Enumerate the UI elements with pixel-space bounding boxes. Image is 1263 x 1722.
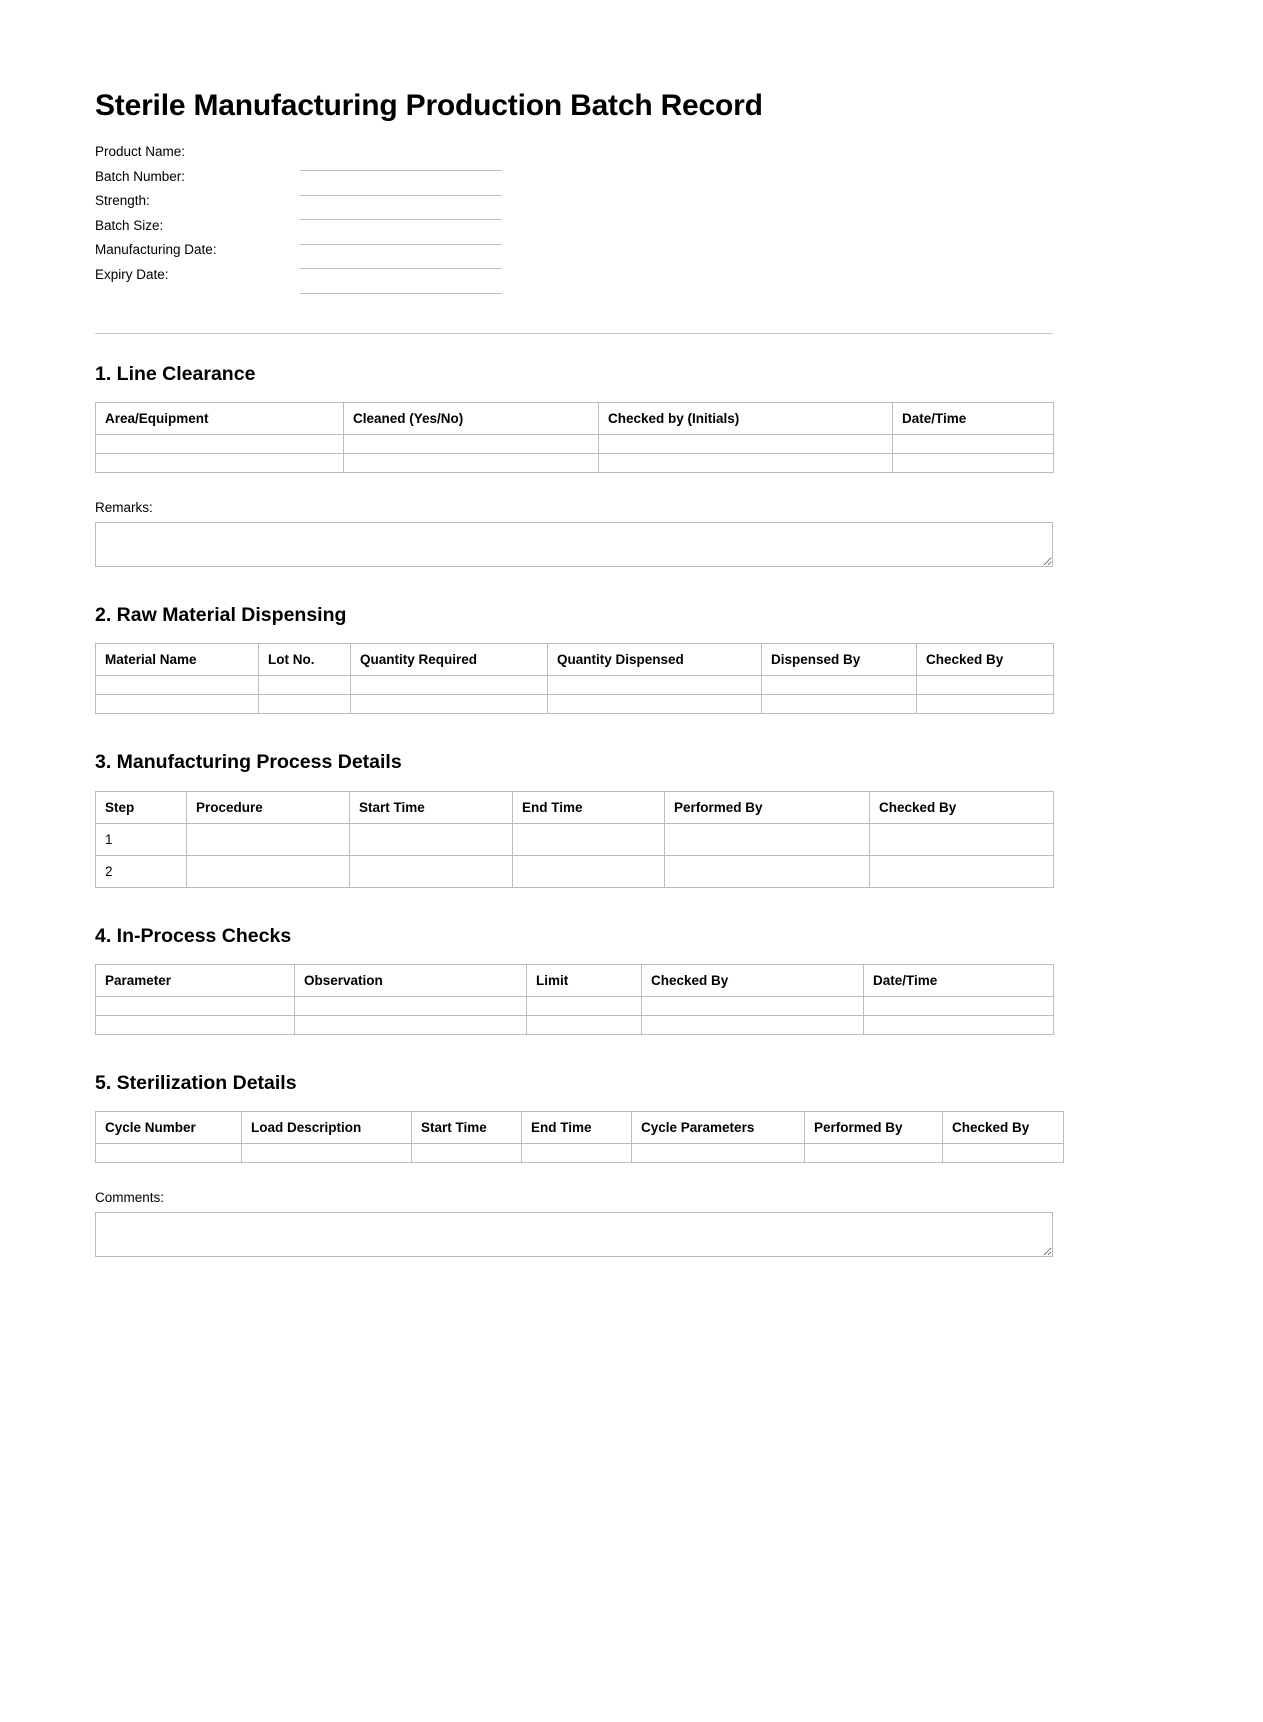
product-name-input[interactable] <box>300 151 502 171</box>
column-header: Checked By <box>642 965 864 997</box>
line-clearance-table <box>95 402 1054 473</box>
table-cell[interactable] <box>527 997 642 1016</box>
table-cell[interactable] <box>642 1016 864 1035</box>
column-header: Checked By <box>943 1112 1064 1144</box>
label-product-name: Product Name: <box>95 144 186 159</box>
table-cell[interactable] <box>350 855 513 887</box>
label-batch-number: Batch Number: <box>95 168 186 184</box>
table-row <box>96 695 1054 714</box>
table-cell[interactable] <box>96 453 344 472</box>
form-row-manufacturing-date <box>95 240 1053 265</box>
form-row-strength <box>95 191 1053 216</box>
sterilization-table <box>95 1111 1064 1163</box>
table-cell[interactable] <box>344 453 599 472</box>
batch-size-input[interactable] <box>300 225 502 245</box>
column-header: Start Time <box>412 1112 522 1144</box>
form-row-batch-number <box>95 167 1053 192</box>
table-cell[interactable] <box>522 1144 632 1163</box>
table-cell[interactable] <box>187 823 350 855</box>
table-cell[interactable] <box>665 855 870 887</box>
column-header: Cycle Parameters <box>632 1112 805 1144</box>
section-sterilization-details <box>95 1071 1053 1257</box>
batch-number-input[interactable] <box>300 176 502 196</box>
table-cell[interactable] <box>96 434 344 453</box>
table-row <box>96 1016 1054 1035</box>
column-header: Material Name <box>96 644 259 676</box>
column-header: Cleaned (Yes/No) <box>344 402 599 434</box>
table-cell[interactable] <box>870 823 1054 855</box>
table-cell[interactable] <box>893 434 1054 453</box>
header-divider <box>95 333 1053 334</box>
table-cell[interactable] <box>893 453 1054 472</box>
label-remarks: Remarks: <box>95 499 153 515</box>
table-header-row <box>96 965 1054 997</box>
strength-input[interactable] <box>300 200 502 220</box>
table-cell[interactable] <box>762 676 917 695</box>
table-cell[interactable] <box>259 695 351 714</box>
column-header: End Time <box>522 1112 632 1144</box>
column-header: Performed By <box>665 791 870 823</box>
table-cell[interactable] <box>864 997 1054 1016</box>
table-cell[interactable] <box>548 695 762 714</box>
batch-info-form <box>95 142 1053 290</box>
table-cell[interactable] <box>96 1144 242 1163</box>
table-cell[interactable] <box>513 823 665 855</box>
table-cell[interactable] <box>943 1144 1064 1163</box>
section-title-in-process-checks: 4. In-Process Checks <box>95 924 292 947</box>
remarks-textarea[interactable] <box>95 522 1053 567</box>
table-cell[interactable] <box>412 1144 522 1163</box>
column-header: Checked By <box>870 791 1054 823</box>
label-comments: Comments: <box>95 1190 165 1206</box>
table-cell[interactable] <box>665 823 870 855</box>
table-cell[interactable] <box>870 855 1054 887</box>
column-header: Date/Time <box>893 402 1054 434</box>
remarks-block <box>95 499 1053 567</box>
table-cell[interactable] <box>917 676 1054 695</box>
table-cell[interactable] <box>351 695 548 714</box>
table-cell[interactable] <box>350 823 513 855</box>
table-header-row <box>96 402 1054 434</box>
table-row <box>96 434 1054 453</box>
section-title-line-clearance: 1. Line Clearance <box>95 362 256 385</box>
table-row <box>96 453 1054 472</box>
form-row-expiry-date <box>95 265 1053 290</box>
section-title-manufacturing-process-details: 3. Manufacturing Process Details <box>95 751 402 774</box>
column-header: Start Time <box>350 791 513 823</box>
table-row <box>96 676 1054 695</box>
manufacturing-process-table <box>95 791 1054 888</box>
table-cell[interactable] <box>96 1016 295 1035</box>
table-cell[interactable] <box>527 1016 642 1035</box>
form-row-batch-size <box>95 216 1053 241</box>
label-manufacturing-date: Manufacturing Date: <box>95 242 217 258</box>
page-title: Sterile Manufacturing Production Batch Record <box>95 89 763 122</box>
table-cell[interactable] <box>96 695 259 714</box>
column-header: Observation <box>295 965 527 997</box>
table-row <box>96 855 1054 887</box>
table-cell[interactable] <box>917 695 1054 714</box>
column-header: Area/Equipment <box>96 402 344 434</box>
form-row-product-name <box>95 142 1053 167</box>
column-header: Quantity Required <box>351 644 548 676</box>
column-header: Step <box>96 791 187 823</box>
section-title-sterilization-details: 5. Sterilization Details <box>95 1072 297 1095</box>
table-cell[interactable] <box>642 997 864 1016</box>
comments-textarea[interactable] <box>95 1212 1053 1257</box>
table-cell[interactable] <box>805 1144 943 1163</box>
section-raw-material-dispensing <box>95 603 1053 714</box>
section-title-raw-material-dispensing: 2. Raw Material Dispensing <box>95 603 347 626</box>
table-cell[interactable] <box>864 1016 1054 1035</box>
column-header: Load Description <box>242 1112 412 1144</box>
section-line-clearance <box>95 362 1053 567</box>
column-header: Procedure <box>187 791 350 823</box>
table-cell[interactable] <box>242 1144 412 1163</box>
section-in-process-checks <box>95 924 1053 1035</box>
table-cell[interactable] <box>599 434 893 453</box>
table-cell[interactable] <box>295 997 527 1016</box>
table-header-row <box>96 1112 1064 1144</box>
step-number-cell: 2 <box>96 855 187 887</box>
table-header-row <box>96 644 1054 676</box>
table-cell[interactable] <box>344 434 599 453</box>
table-cell[interactable] <box>513 855 665 887</box>
column-header: Quantity Dispensed <box>548 644 762 676</box>
section-manufacturing-process-details <box>95 750 1053 887</box>
column-header: Cycle Number <box>96 1112 242 1144</box>
table-cell[interactable] <box>762 695 917 714</box>
column-header: Parameter <box>96 965 295 997</box>
manufacturing-date-input[interactable] <box>300 249 502 269</box>
table-row <box>96 1144 1064 1163</box>
table-row <box>96 997 1054 1016</box>
table-cell[interactable] <box>187 855 350 887</box>
table-cell[interactable] <box>599 453 893 472</box>
in-process-checks-table <box>95 964 1054 1035</box>
column-header: Checked by (Initials) <box>599 402 893 434</box>
label-strength: Strength: <box>95 193 150 209</box>
column-header: Checked By <box>917 644 1054 676</box>
column-header: End Time <box>513 791 665 823</box>
column-header: Dispensed By <box>762 644 917 676</box>
label-expiry-date: Expiry Date: <box>95 266 169 282</box>
column-header: Date/Time <box>864 965 1054 997</box>
table-cell[interactable] <box>295 1016 527 1035</box>
table-cell[interactable] <box>548 676 762 695</box>
table-cell[interactable] <box>632 1144 805 1163</box>
table-cell[interactable] <box>351 676 548 695</box>
step-number-cell: 1 <box>96 823 187 855</box>
table-cell[interactable] <box>259 676 351 695</box>
comments-block <box>95 1189 1053 1257</box>
column-header: Performed By <box>805 1112 943 1144</box>
table-cell[interactable] <box>96 676 259 695</box>
table-header-row <box>96 791 1054 823</box>
column-header: Lot No. <box>259 644 351 676</box>
expiry-date-input[interactable] <box>300 274 502 294</box>
column-header: Limit <box>527 965 642 997</box>
label-batch-size: Batch Size: <box>95 217 164 233</box>
raw-material-table <box>95 643 1054 714</box>
table-cell[interactable] <box>96 997 295 1016</box>
table-row <box>96 823 1054 855</box>
